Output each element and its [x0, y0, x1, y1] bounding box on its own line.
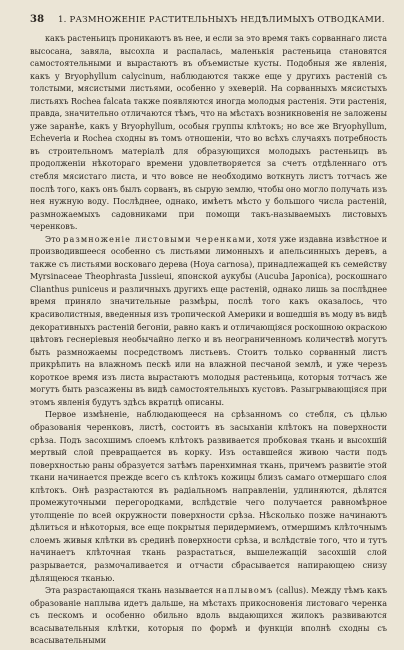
paragraph [30, 33, 387, 234]
paragraph [30, 409, 387, 585]
paragraph-text: какъ растеньицъ проникаютъ въ нее, и если за это время такъ сорваннаго листа высосана, завяла, высохла и распалась, маленькія растеньица становятся самостоятельными и вырастаютъ въ объемистые кусты. Подобныя же явленія, какъ у Bryophyllum calycinum, наблюдаются также еще у другихъ растеній съ толстыми, мясистыми листьями, особенно у эхеверій. На сорванныхъ мясистыхъ листьяхъ Rochea falcata также появляются иногда молодыя растенія. Эти растенія, правда, значительно отличаются тѣмъ, что на мѣстахъ возникновенія не заложены уже заранѣе, какъ у Bryophyllum, особыя группы клѣтокъ; но все же Bryophyllum, Echeveria и Rochea сходны въ томъ отношеніи, что во всѣхъ случаяхъ потребность въ строительномъ матеріалѣ для образующихся молодыхъ растеньицъ въ продолженіи нѣкотораго времени удовлетворяется за счетъ отдѣленнаго отъ стебля мясистаго листа, и что вовсе не необходимо воткнуть листъ тотчасъ же послѣ того, какъ онъ былъ сорванъ, въ сырую землю, чтобы оно могло получать изъ нея нужную воду. Послѣднее, однако, имѣетъ мѣсто у большого числа растеній, размножаемыхъ садовниками при помощи такъ-называемыхъ листовыхъ черенковъ. [30, 34, 387, 232]
spaced-term: наплывомъ [215, 586, 274, 596]
body-text [30, 33, 387, 648]
paragraph-text: , хотя уже издавна извѣстное и производившееся особенно съ листьями лимонныхъ и апельсинныхъ деревъ, а также съ листьями восковаго дерева (Hoya carnosa), принадлежащей къ семейству Myrsinaceae Theophrasta Jussieui, японской аукубы (Aucuba Japonica), роскошнаго Clianthus puniceus и различныхъ другихъ еще растеній, однако лишь за послѣднее время приняло значительные размѣры, послѣ того какъ оказалось, что красиволистныя, введенныя изъ тропической Америки и вошедшія въ моду въ видѣ декоративныхъ растеній бегоніи, равно какъ и отличающіяся роскошною окраскою цвѣтовъ геснеріевыя необычайно легко и въ неограниченномъ количествѣ могутъ быть размножаемы посредствомъ листьевъ. Стоитъ только сорванный листъ прикрѣпить на влажномъ пескѣ или на влажной песчаной землѣ, и уже черезъ короткое время изъ листа вырастаютъ молодыя растеньица, которыя тотчасъ же могутъ быть разсажены въ видѣ самостоятельныхъ кустовъ. Разыгрывающіяся при этомъ явленія будутъ здѣсь вкратцѣ описаны. [30, 234, 388, 407]
page-header [30, 13, 387, 33]
paragraph-text: Это [45, 234, 64, 244]
paragraph-text: (callus). Между тѣмъ какъ образованіе наплыва идетъ дальше, на мѣстахъ прикосновенія листоваго черенка съ пескомъ и особенно обильно вдоль выдающихся жилокъ развиваются всасывательныя клѣтки, которыя по формѣ и функціи вполнѣ сходны съ всасывательными [30, 586, 387, 646]
spaced-term: размноженіе листовыми черенками [63, 234, 253, 244]
paragraph-text: Эта разрастающаяся ткань называется [45, 586, 216, 596]
running-title: 1. РАЗМНОЖЕНІЕ РАСТИТЕЛЬНЫХЪ НЕДѢЛИМЫХЪ ОТВОДКАМИ. [58, 15, 385, 25]
paragraph [30, 234, 387, 410]
paragraph-text: Первое измѣненіе, наблюдающееся на срѣзанномъ со стебля, съ цѣлью образованія черенковъ, листѣ, состоитъ въ засыханіи клѣтокъ на поверхности срѣза. Подъ засохшимъ слоемъ клѣтокъ развивается пробковая ткань и высохшій мертвый слой превращается въ корку. Изъ оставшейся живою части подъ поверхностью раны образуется затѣмъ паренхимная ткань, причемъ развитіе этой ткани начинается прежде всего съ клѣтокъ кожицы близъ самаго отмершаго слоя клѣтокъ. Онѣ разрастаются въ радіальномъ направленіи, удлиняются, дѣлятся промежуточными перегородками, вслѣдствіе чего получается равномѣрное утолщеніе по всей окружности поверхности срѣза. Нѣсколько позже начинаютъ дѣлиться и нѣкоторыя, все еще покрытыя перидермиемъ, отмершимъ клѣточнымъ слоемъ живыя клѣтки въ срединѣ поверхности срѣза, и вслѣдствіе того, что и тутъ начинаетъ клѣточная ткань разрастаться, вышележащій засохшій слой разрывается, размочаливается и отчасти сбрасывается напирающею снизу дѣлящеюся тканью. [30, 410, 387, 583]
paragraph [30, 585, 387, 648]
page-number: 38 [30, 14, 45, 25]
